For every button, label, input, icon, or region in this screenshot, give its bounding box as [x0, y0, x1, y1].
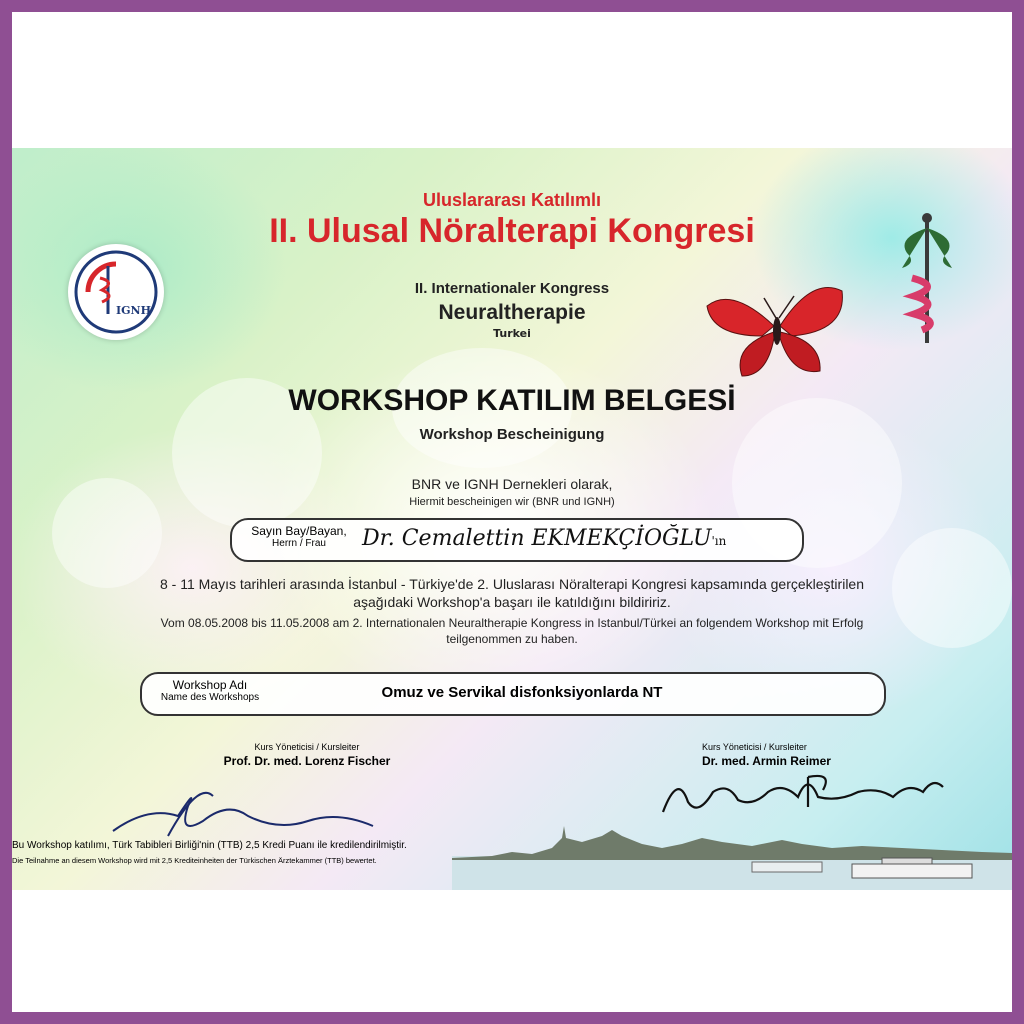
istanbul-skyline-image — [452, 808, 1012, 890]
body-de-line1: Vom 08.05.2008 bis 11.05.2008 am 2. Internationalen Neuraltherapie Kongress in Istanbul/Türkei an folgendem Workshop mit Erfolg — [160, 616, 864, 630]
left-signer-role: Kurs Yöneticisi / Kursleiter — [254, 742, 360, 752]
paper-background — [12, 12, 1012, 1012]
congress-title: II. Ulusal Nöralterapi Kongresi — [269, 212, 755, 250]
body-tr-line2: aşağıdaki Workshop'a başarı ile katıldığını bildiririz. — [353, 594, 671, 610]
right-signer-role: Kurs Yöneticisi / Kursleiter — [702, 742, 807, 752]
recipient-name: Dr. Cemalettin EKMEKÇİOĞLU — [362, 526, 712, 551]
workshop-name: Omuz ve Servikal disfonksiyonlarda NT — [381, 684, 663, 701]
certificate — [12, 148, 1012, 890]
congress-topic: Neuraltherapie — [438, 301, 586, 324]
workshop-field — [140, 672, 886, 716]
workshop-label — [150, 678, 270, 703]
congress-de-title: II. Internationaler Kongress — [414, 280, 610, 297]
recipient-name-line — [362, 526, 726, 551]
workshop-label-tr: Workshop Adı — [172, 678, 248, 692]
intro-de: Hiermit bescheinigen wir (BNR und IGNH) — [409, 496, 615, 508]
certificate-title: WORKSHOP KATILIM BELGESİ — [288, 384, 736, 417]
decor-bubble — [52, 478, 162, 588]
footer-tr: Bu Workshop katılımı, Türk Tabibleri Birliği'nin (TTB) 2,5 Kredi Puanı ile kredilendirilmiştir. — [12, 840, 407, 851]
left-signature — [108, 776, 378, 848]
left-signer — [202, 742, 412, 768]
body-tr-line1: 8 - 11 Mayıs tarihleri arasında İstanbul - Türkiye'de 2. Uluslarası Nöralterapi Kongresi kapsamında gerçekleştirilen — [159, 576, 865, 592]
recipient-field — [230, 518, 804, 562]
congress-country: Turkei — [493, 327, 531, 340]
left-signer-name: Prof. Dr. med. Lorenz Fischer — [223, 754, 391, 768]
intro-tr: BNR ve IGNH Dernekleri olarak, — [411, 476, 613, 492]
recipient-label — [244, 524, 354, 549]
logo-text: IGNH — [116, 304, 151, 317]
certificate-subtitle: Workshop Bescheinigung — [419, 426, 605, 443]
recipient-label-tr: Sayın Bay/Bayan, — [251, 524, 347, 538]
recipient-suffix: 'ın — [711, 534, 727, 548]
congress-subtitle: Uluslararası Katılımlı — [422, 190, 602, 210]
recipient-label-de: Herrn / Frau — [272, 538, 326, 549]
right-signer-name: Dr. med. Armin Reimer — [702, 754, 831, 768]
footer-de: Die Teilnahme an diesem Workshop wird mit 2,5 Krediteinheiten der Türkischen Ärztekammer (TTB) bewertet. — [12, 856, 377, 865]
body-de-line2: teilgenommen zu haben. — [446, 632, 578, 646]
workshop-label-de: Name des Workshops — [160, 692, 260, 703]
